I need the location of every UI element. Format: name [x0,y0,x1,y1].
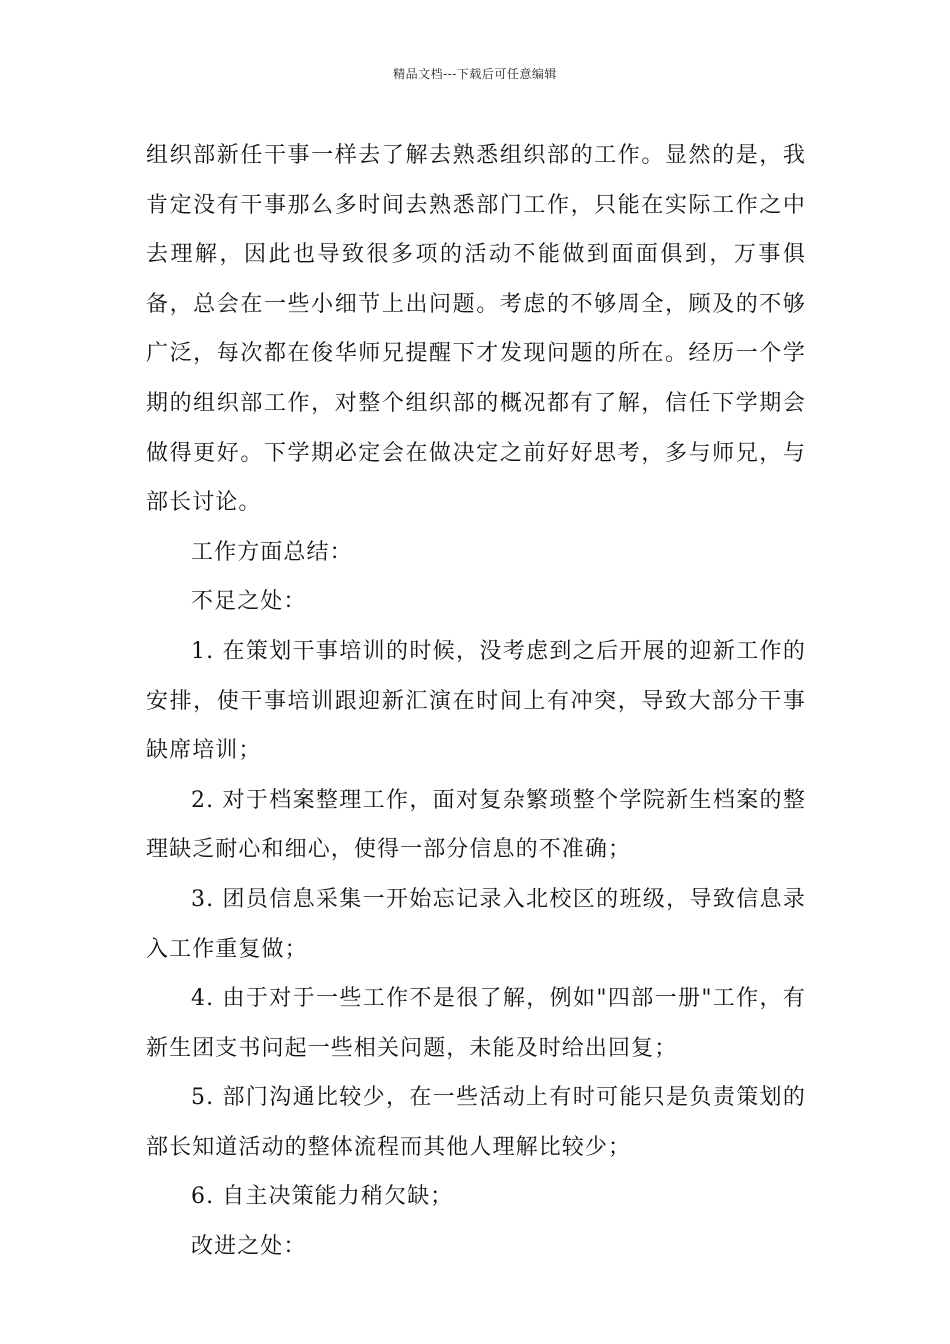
list-item-2: 2. 对于档案整理工作，面对复杂繁琐整个学院新生档案的整理缺乏耐心和细心，使得一部分信息的不准确； [146,787,806,863]
list-item-5: 5. 部门沟通比较少，在一些活动上有时可能只是负责策划的部长知道活动的整体流程而其他人理解比较少； [146,1085,806,1160]
list-item-1: 1. 在策划干事培训的时候，没考虑到之后开展的迎新工作的安排，使干事培训跟迎新汇演在时间上有冲突，导致大部分干事缺席培训； [146,638,806,764]
page-header: 精品文档---下载后可任意编辑 [393,67,557,81]
subheading-shortcomings: 不足之处： [191,589,307,615]
list-item-3: 3. 团员信息采集一开始忘记录入北校区的班级，导致信息录入工作重复做； [146,886,806,962]
subheading-improvements: 改进之处： [191,1234,307,1260]
paragraph-continuation: 组织部新任干事一样去了解去熟悉组织部的工作。显然的是，我肯定没有干事那么多时间去熟悉部门工作，只能在实际工作之中去理解，因此也导致很多项的活动不能做到面面俱到，万事俱备，总会在一些小细节上出问题。考虑的不够周全，顾及的不够广泛，每次都在俊华师兄提醒下才发现问题的所在。经历一个学期的组织部工作，对整个组织部的概况都有了解，信任下学期会做得更好。下学期必定会在做决定之前好好思考，多与师兄，与部长讨论。 [146,143,806,516]
list-item-6: 6. 自主决策能力稍欠缺； [191,1184,454,1210]
document-body [146,131,806,1272]
list-item-4: 4. 由于对于一些工作不是很了解，例如"四部一册"工作，有新生团支书问起一些相关问题，未能及时给出回复； [146,986,806,1061]
section-heading-work-summary: 工作方面总结： [191,539,353,565]
